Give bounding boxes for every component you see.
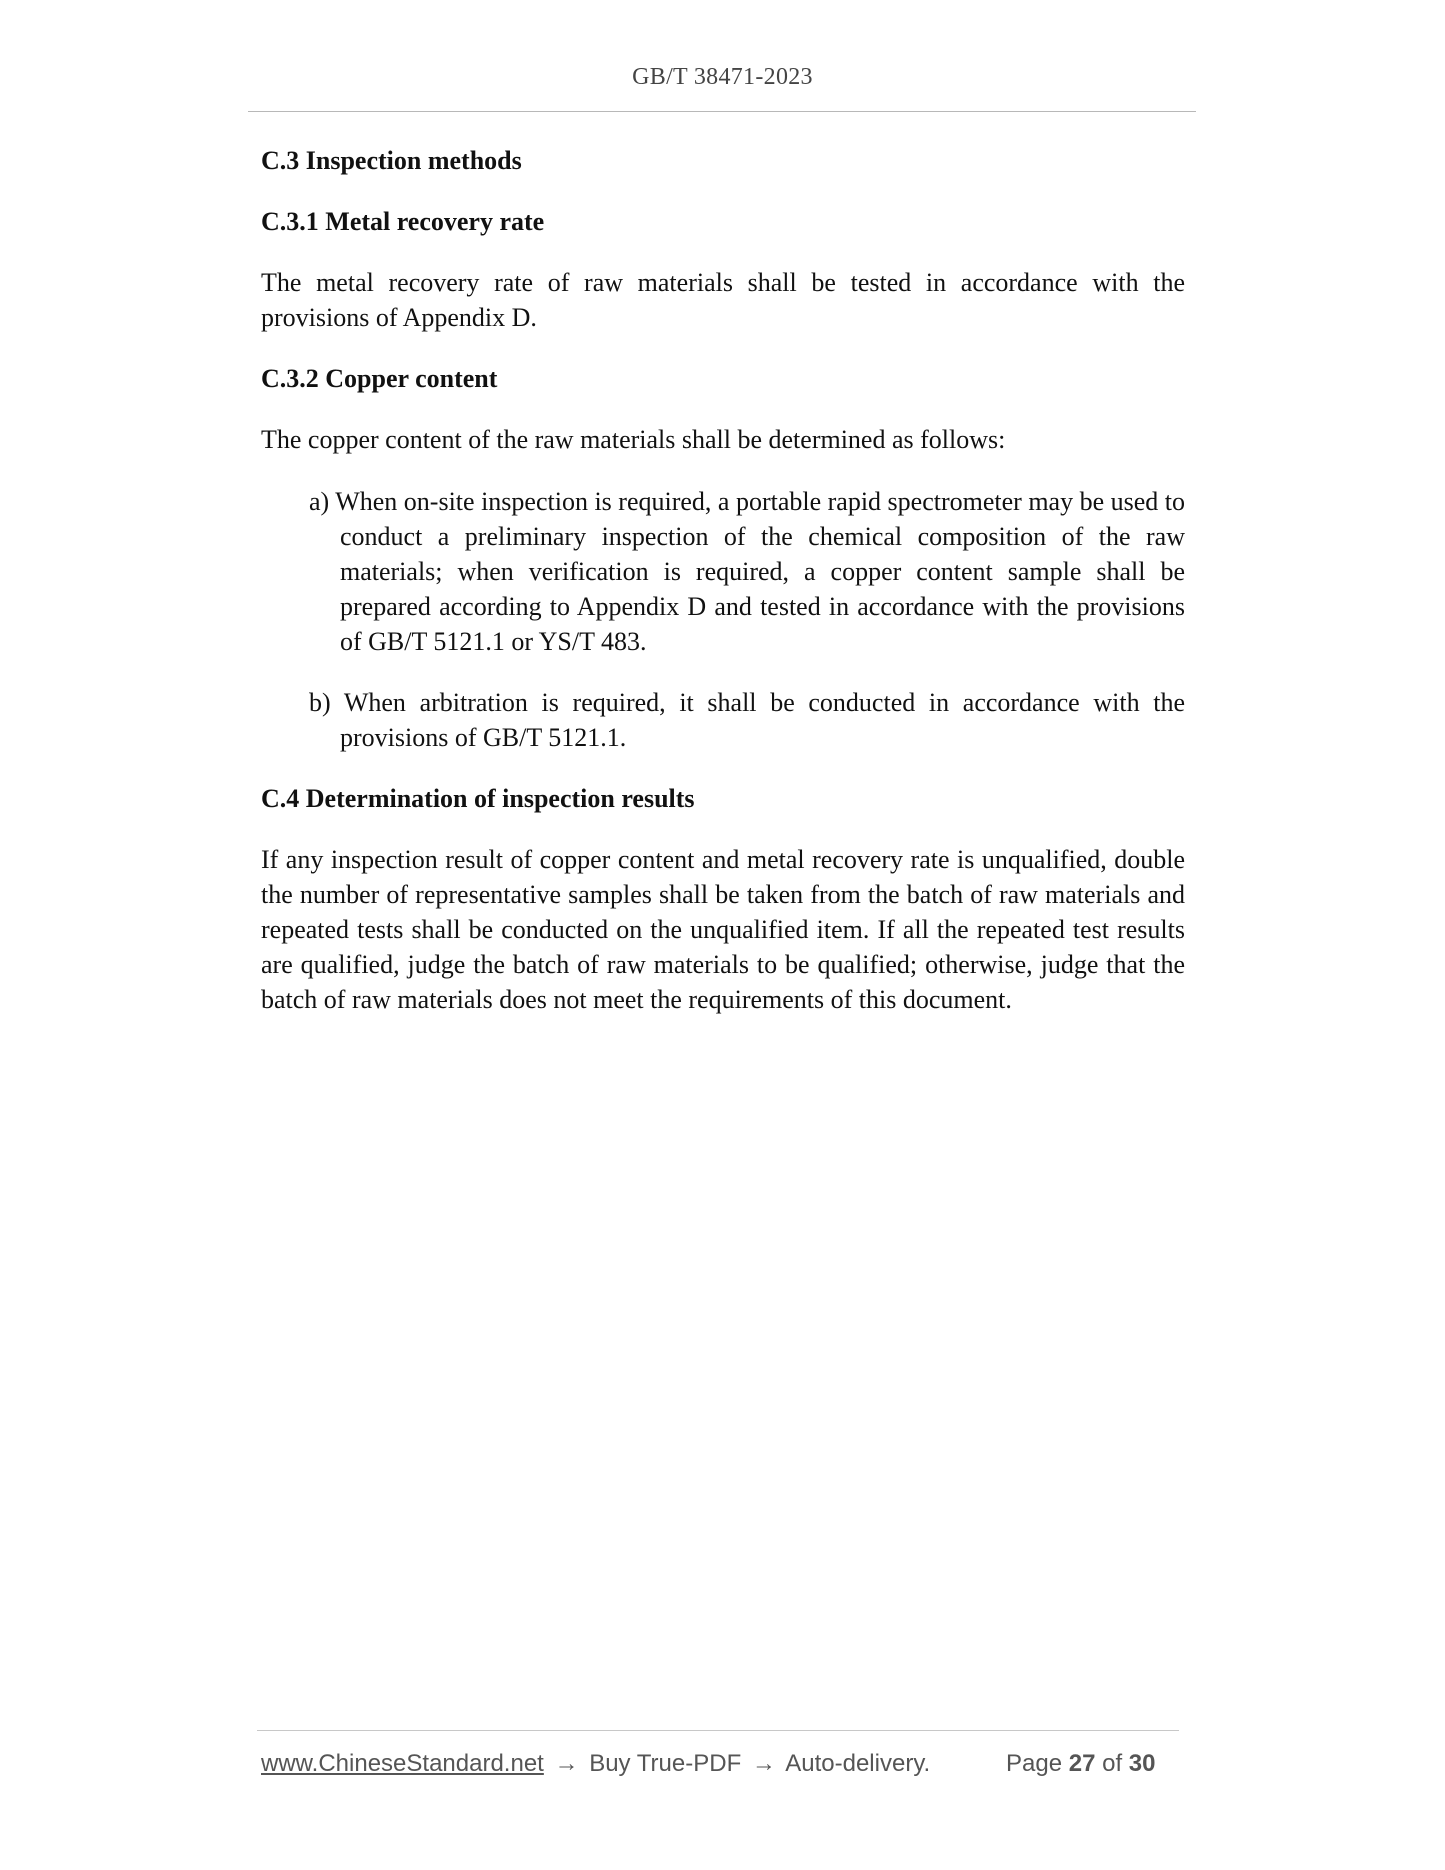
of-label: of — [1102, 1750, 1123, 1777]
section-c3-heading: C.3 Inspection methods — [261, 146, 522, 175]
section-c32-heading: C.3.2 Copper content — [261, 364, 498, 393]
right-arrow-icon: → — [751, 1750, 776, 1777]
website-link[interactable]: www.ChineseStandard.net — [261, 1750, 544, 1777]
section-c32-intro: The copper content of the raw materials shall be determined as follows: — [261, 425, 1006, 454]
page-header-code: GB/T 38471-2023 — [632, 64, 813, 90]
section-c31-heading: C.3.1 Metal recovery rate — [261, 207, 545, 236]
buy-true-pdf-text: Buy True-PDF — [589, 1750, 742, 1777]
header-divider — [248, 111, 1196, 112]
list-item-a: a) When on-site inspection is required, a portable rapid spectrometer may be used to conduct a preliminary inspection of the chemical composition of the raw materials; when verification is required, a copper content sample shall be prepared according to Appendix D and tested in accordance with the provisions of GB/T 5121.1 or YS/T 483. — [309, 487, 1186, 656]
right-arrow-icon: → — [554, 1750, 579, 1777]
section-c4-paragraph: If any inspection result of copper content and metal recovery rate is unqualified, double the number of representative samples shall be taken from the batch of raw materials and repeated tests shall be conducted on the unqualified item. If all the repeated test results are qualified, judge the batch of raw materials to be qualified; otherwise, judge that the batch of raw materials does not meet the requirements of this document. — [261, 845, 1185, 1014]
list-item-b: b) When arbitration is required, it shall be conducted in accordance with the provisions of GB/T 5121.1. — [309, 688, 1185, 752]
current-page-number: 27 — [1068, 1750, 1096, 1777]
footer-divider — [257, 1730, 1179, 1731]
document-body — [261, 143, 1185, 1017]
total-pages-number: 30 — [1128, 1750, 1156, 1777]
section-c31-paragraph: The metal recovery rate of raw materials shall be tested in accordance with the provisions of Appendix D. — [261, 268, 1185, 332]
page-label: Page — [1006, 1750, 1063, 1777]
auto-delivery-text: Auto-delivery. — [785, 1750, 931, 1777]
section-c4-heading: C.4 Determination of inspection results — [261, 784, 695, 813]
